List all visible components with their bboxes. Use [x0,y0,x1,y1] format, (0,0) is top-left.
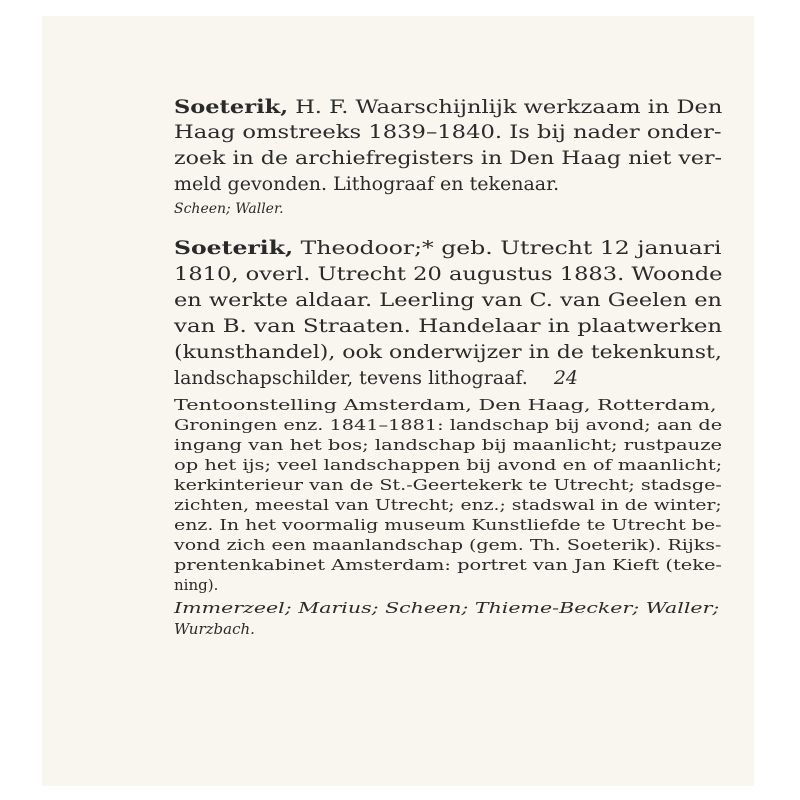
entry2-line-2: 1810, overl. Utrecht 20 augustus 1883. Woonde [174,263,723,285]
entry1-line-2: Haag omstreeks 1839–1840. Is bij nader onder- [174,121,722,143]
entry1-line-4: meld gevonden. Lithograaf en tekenaar. [174,173,560,195]
entry2-detail-10: ning). [174,576,219,594]
entry2-detail-2: Groningen enz. 1841–1881: landschap bij avond; aan de [174,416,723,434]
entry2-detail-3: ingang van het bos; landschap bij maanlicht; rustpauze [174,436,723,454]
entry2-detail-7: enz. In het voormalig museum Kunstliefde te Utrecht be- [174,516,722,534]
entry2-line-1: Soeterik, Theodoor;* geb. Utrecht 12 januari [174,237,722,259]
entry2-line-5: (kunsthandel), ook onderwijzer in de tekenkunst, [174,341,722,363]
entry1-line-1: Soeterik, H. F. Waarschijnlijk werkzaam in Den [174,96,723,118]
entry2-line-6: landschapschilder, tevens lithograaf. 24 [174,367,579,389]
entry2-detail-9: prentenkabinet Amsterdam: portret van Jan Kieft (teke- [174,556,722,574]
entry-soeterik-theodoor [42,16,754,786]
entry2-detail-5: kerkinterieur van de St.-Geertekerk te Utrecht; stadsge- [174,476,722,494]
entry2-line-3: en werkte aldaar. Leerling van C. van Geelen en [174,289,722,311]
entry2-detail-1: Tentoonstelling Amsterdam, Den Haag, Rotterdam, [174,396,717,414]
entry2-sources-1: Immerzeel; Marius; Scheen; Thieme-Becker; Waller; [174,599,720,617]
entry2-detail-8: vond zich een maanlandschap (gem. Th. Soeterik). Rijks- [174,536,722,554]
entry2-detail-6: zichten, meestal van Utrecht; enz.; stadswal in de winter; [174,496,722,514]
entry1-name: Soeterik, [174,96,289,118]
entry2-line-4: van B. van Straaten. Handelaar in plaatwerken [174,315,723,337]
entry2-detail-4: op het ijs; veel landschappen bij avond en of maanlicht; [174,456,723,474]
book-page [42,16,754,786]
entry2-sources-2: Wurzbach. [174,620,255,638]
entry1-line-3: zoek in de archiefregisters in Den Haag niet ver- [174,147,723,169]
entry2-name: Soeterik, [174,237,294,259]
entry1-sources: Scheen; Waller. [174,201,284,217]
page-reference: 24 [553,367,579,389]
